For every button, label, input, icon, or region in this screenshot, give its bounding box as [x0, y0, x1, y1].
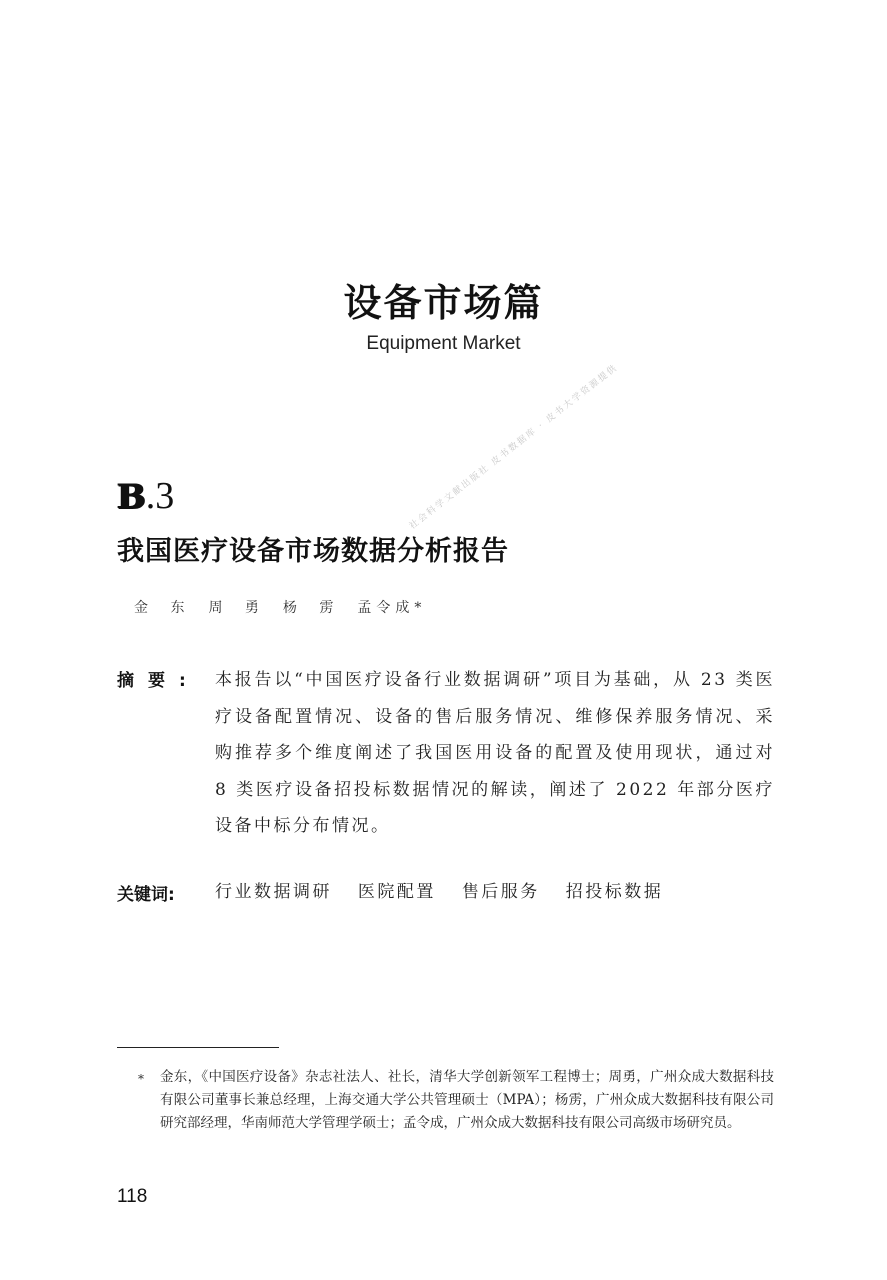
keyword-item: 招投标数据 — [565, 882, 664, 902]
report-authors: 金 东 周 勇 杨 雳 孟令成* — [134, 600, 427, 616]
abstract-label: 摘要: — [117, 671, 200, 691]
keyword-item: 医院配置 — [357, 882, 436, 902]
page-number: 118 — [117, 1186, 148, 1207]
abstract-text: 本报告以“中国医疗设备行业数据调研”项目为基础，从 23 类医疗设备配置情况、设备的售后服务情况、维修保养服务情况、采购推荐多个维度阐述了我国医用设备的配置及使用现状，通过对 8 类医疗设备招投标数据情况的解读，阐述了 2022 年部分医疗设备中标分布情况。 — [215, 670, 775, 836]
part-title: 设备市场篇 — [343, 281, 544, 325]
keywords-label: 关键词: — [117, 885, 175, 905]
report-number-prefix: B — [117, 477, 146, 517]
footnote-text: 金东，《中国医疗设备》杂志社法人、社长，清华大学创新领军工程博士；周勇，广州众成大数据科技有限公司董事长兼总经理，上海交通大学公共管理硕士（MPA）；杨雳，广州众成大数据科技有限公司研究部经理，华南师范大学管理学硕士；孟令成，广州众成大数据科技有限公司高级市场研究员。 — [160, 1069, 774, 1131]
keywords-list — [215, 877, 681, 902]
report-number-suffix: .3 — [145, 475, 175, 517]
part-subtitle: Equipment Market — [366, 333, 521, 354]
watermark: 社会科学文献出版社 皮书数据库 · 皮书大学资源提供 — [407, 362, 621, 532]
keyword-item: 行业数据调研 — [215, 882, 332, 902]
footnote-marker: * — [138, 1072, 144, 1086]
keyword-item: 售后服务 — [461, 882, 540, 902]
report-title: 我国医疗设备市场数据分析报告 — [117, 536, 509, 567]
report-number — [117, 474, 174, 518]
footnote-divider — [117, 1047, 279, 1048]
